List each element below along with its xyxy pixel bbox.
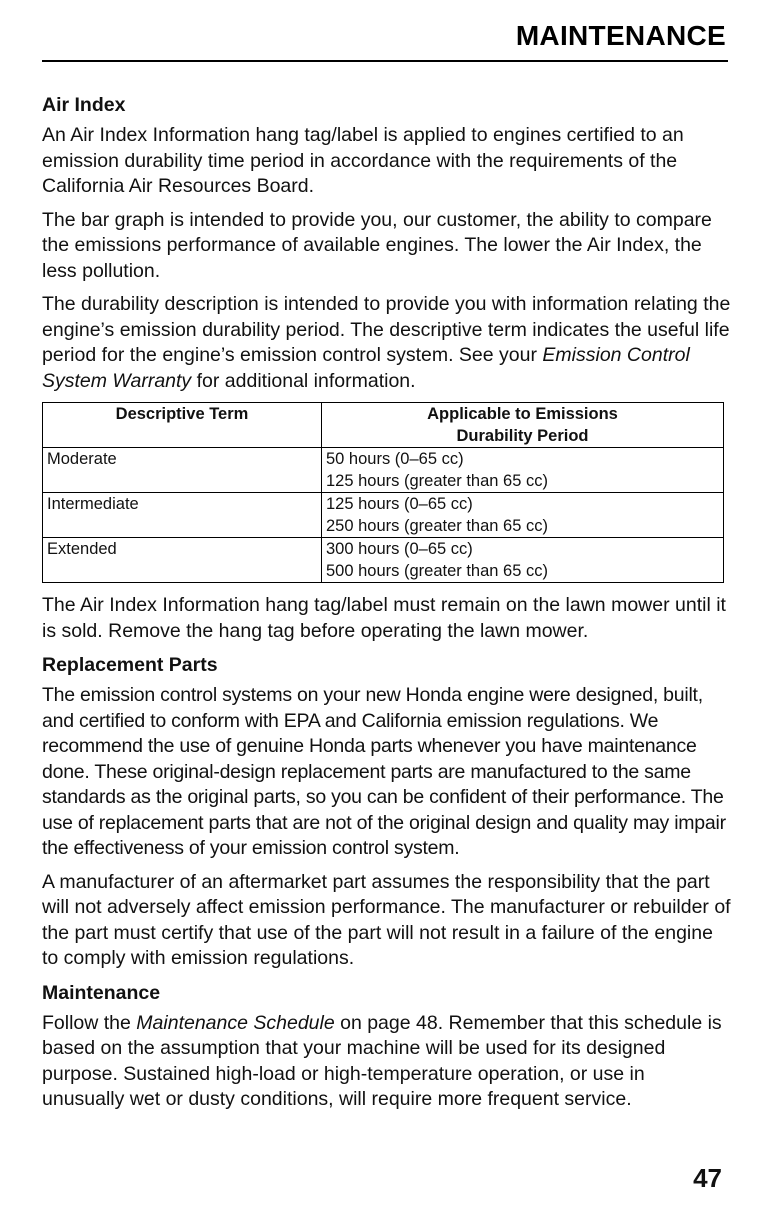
period-cell (322, 538, 724, 583)
replacement-parts-paragraph-1: The emission control systems on your new Honda engine were designed, built, and certified to conform with EPA and California emission regulations. We recommend the use of genuine Honda parts whenever you have maintenance done. These original-design replacement parts are manufactured to the same standards as the original parts, so you can be confident of their performance. The use of replacement parts that are not of the original design and quality may impair the effectiveness of your emission control system. (42, 684, 726, 859)
page-number: 47 (693, 1163, 722, 1193)
durability-period-header-line-2: Durability Period (456, 427, 589, 445)
air-index-paragraph-3 (42, 292, 732, 394)
period-cell (322, 493, 724, 538)
replacement-parts-paragraph-2: A manufacturer of an aftermarket part assumes the responsibility that the part will not adversely affect emission performance. The manufacturer or rebuilder of the part must certify that use of the part will not result in a failure of the engine to comply with emission regulations. (42, 870, 731, 969)
durability-period-header (322, 403, 724, 448)
period-line: 50 hours (0–65 cc) (326, 450, 464, 468)
term-cell: Moderate (43, 448, 322, 493)
air-index-section (42, 92, 732, 644)
maintenance-paragraph-end: on page 48. Remember that this schedule is based on the assumption that your machine will be used for its designed purpose. Sustained high-load or high-temperature operation, or use in unusually wet or dusty conditions, will require more frequent service. (42, 1011, 722, 1110)
maintenance-heading: Maintenance (42, 981, 161, 1004)
maintenance-schedule-reference: Maintenance Schedule (136, 1011, 335, 1034)
replacement-parts-section (42, 652, 732, 972)
air-index-heading: Air Index (42, 94, 126, 116)
page-content (42, 92, 732, 1121)
durability-table-header-row (43, 403, 724, 448)
maintenance-section (42, 980, 732, 1113)
period-line: 125 hours (greater than 65 cc) (326, 472, 548, 490)
warranty-reference: Emission Control System Warranty (42, 344, 690, 392)
table-row (43, 493, 724, 538)
table-row (43, 448, 724, 493)
term-cell: Extended (43, 538, 322, 583)
replacement-parts-heading: Replacement Parts (42, 654, 218, 676)
maintenance-paragraph (42, 1011, 732, 1113)
descriptive-term-header: Descriptive Term (43, 403, 322, 448)
period-line: 300 hours (0–65 cc) (326, 540, 473, 558)
page-header-title: MAINTENANCE (515, 20, 726, 51)
period-cell (322, 448, 724, 493)
period-line: 250 hours (greater than 65 cc) (326, 517, 548, 535)
air-index-paragraph-4: The Air Index Information hang tag/label must remain on the lawn mower until it is sold. Remove the hang tag before operating the lawn mower. (42, 594, 726, 642)
maintenance-paragraph-start: Follow the (42, 1011, 131, 1034)
table-row (43, 538, 724, 583)
air-index-paragraph-2: The bar graph is intended to provide you, our customer, the ability to compare the emissions performance of available engines. The lower the Air Index, the less pollution. (42, 208, 712, 282)
period-line: 500 hours (greater than 65 cc) (326, 562, 548, 580)
air-index-paragraph-3-text: The durability description is intended to provide you with information relating the engine’s emission durability period. The descriptive term indicates the useful life period for the engine’s emission control system. See your (42, 293, 731, 366)
air-index-paragraph-1: An Air Index Information hang tag/label is applied to engines certified to an emission durability time period in accordance with the requirements of the California Air Resources Board. (42, 124, 684, 197)
term-cell: Intermediate (43, 493, 322, 538)
header-divider (42, 60, 728, 62)
durability-table (42, 402, 724, 583)
air-index-paragraph-3-end: for additional information. (196, 369, 416, 392)
period-line: 125 hours (0–65 cc) (326, 495, 473, 513)
durability-period-header-line-1: Applicable to Emissions (427, 405, 618, 423)
